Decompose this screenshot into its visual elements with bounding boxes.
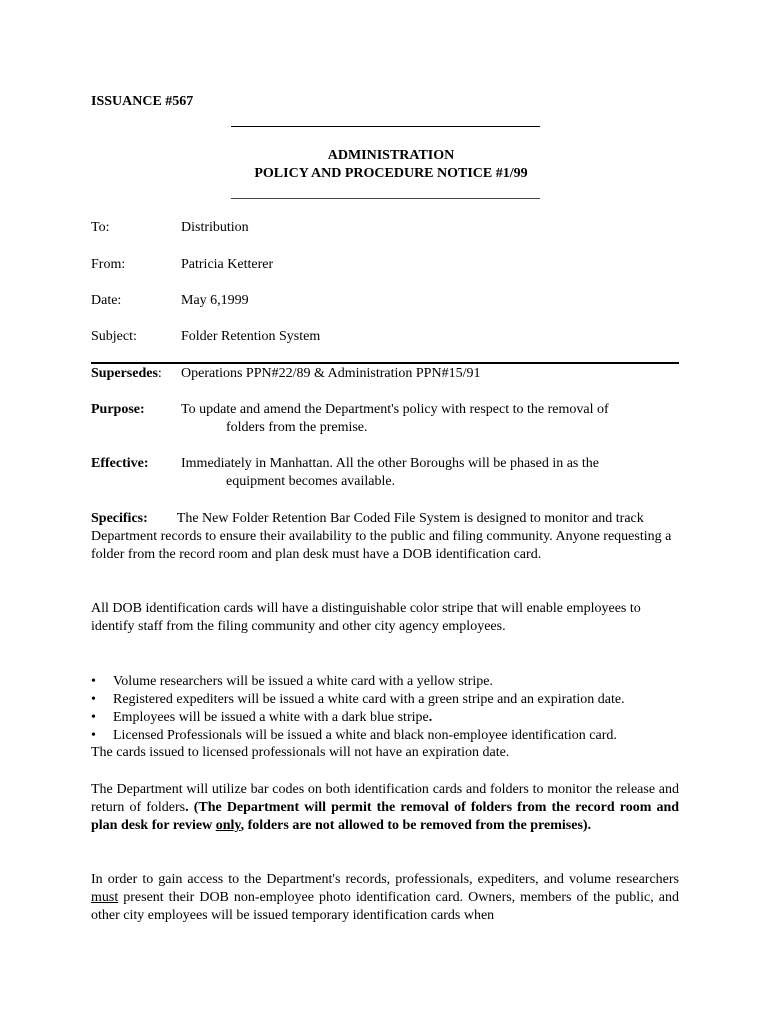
bullet-text: Employees will be issued a white with a dark blue stripe (113, 710, 429, 725)
list-item (91, 727, 625, 745)
effective-line-1: Immediately in Manhattan. All the other Boroughs will be phased in as the (181, 456, 599, 471)
bullet-icon: • (91, 692, 96, 707)
subject-label: Subject: (91, 329, 137, 344)
barcode-bold-part-1: (The Department will permit the removal of folders from the record room and plan desk for review (91, 800, 680, 833)
header-notice-title: POLICY AND PROCEDURE NOTICE #1/99 (254, 166, 528, 181)
barcode-bold-part-2: , folders are not allowed to be removed from the premises). (240, 818, 592, 833)
list-item (91, 691, 625, 709)
bullet-text: Volume researchers will be issued a white card with a yellow stripe. (113, 674, 493, 689)
access-underlined-must: must (91, 890, 119, 905)
supersedes-row (91, 366, 162, 382)
color-stripe-paragraph: All DOB identification cards will have a distinguishable color stripe that will enable employees to identify staff from the filing community and other city agency employees. (91, 601, 641, 634)
barcode-paragraph (91, 781, 679, 835)
purpose-label: Purpose: (91, 402, 145, 417)
barcode-underlined-only: only (215, 818, 241, 833)
specifics-label: Specifics: (91, 511, 148, 526)
purpose-line-1: To update and amend the Department's policy with respect to the removal of (181, 402, 609, 417)
bullet-text: Registered expediters will be issued a white card with a green stripe and an expiration date. (113, 692, 625, 707)
date-value: May 6,1999 (181, 293, 249, 308)
access-part-1: In order to gain access to the Department's records, professionals, expediters, and volume researchers (91, 872, 679, 887)
supersedes-colon: : (157, 366, 162, 381)
purpose-line-2: folders from the premise. (226, 420, 368, 435)
after-bullets-note: The cards issued to licensed professionals will not have an expiration date. (91, 745, 510, 760)
barcode-period: . (185, 800, 189, 815)
header-administration: ADMINISTRATION (327, 148, 455, 163)
bullet-icon: • (91, 674, 96, 689)
date-label: Date: (91, 293, 122, 308)
barcode-plain-text: The Department will utilize bar codes on both identification cards and folders to monitor the release and return of folders (91, 782, 679, 815)
id-card-bullet-list (91, 673, 625, 745)
list-item (91, 709, 625, 727)
issuance-number: ISSUANCE #567 (91, 94, 194, 109)
access-paragraph (91, 871, 679, 925)
specifics-text: The New Folder Retention Bar Coded File System is designed to monitor and track Department records to ensure their availability to the public and filing community. Anyone requesting a folder from the record room and plan desk must have a DOB identification card. (91, 511, 672, 562)
to-value: Distribution (181, 220, 249, 235)
bullet-icon: • (91, 710, 96, 725)
from-value: Patricia Ketterer (181, 257, 274, 272)
supersedes-label: Supersedes (91, 366, 158, 381)
header-top-rule (231, 126, 540, 127)
effective-line-2: equipment becomes available. (226, 474, 396, 489)
bullet-period: . (428, 710, 433, 725)
header-bottom-rule (231, 198, 540, 199)
list-item (91, 673, 625, 691)
effective-label: Effective: (91, 456, 149, 471)
bullet-icon: • (91, 728, 96, 743)
bullet-text: Licensed Professionals will be issued a white and black non-employee identification card. (113, 728, 617, 743)
from-label: From: (91, 257, 126, 272)
supersedes-value: Operations PPN#22/89 & Administration PPN#15/91 (181, 366, 481, 381)
access-part-2: present their DOB non-employee photo identification card. Owners, members of the public, and other city employees will be issued temporary identification cards when (91, 890, 679, 923)
to-label: To: (91, 220, 110, 235)
memo-separator-rule (91, 362, 679, 364)
subject-value: Folder Retention System (181, 329, 321, 344)
specifics-paragraph (91, 510, 679, 564)
